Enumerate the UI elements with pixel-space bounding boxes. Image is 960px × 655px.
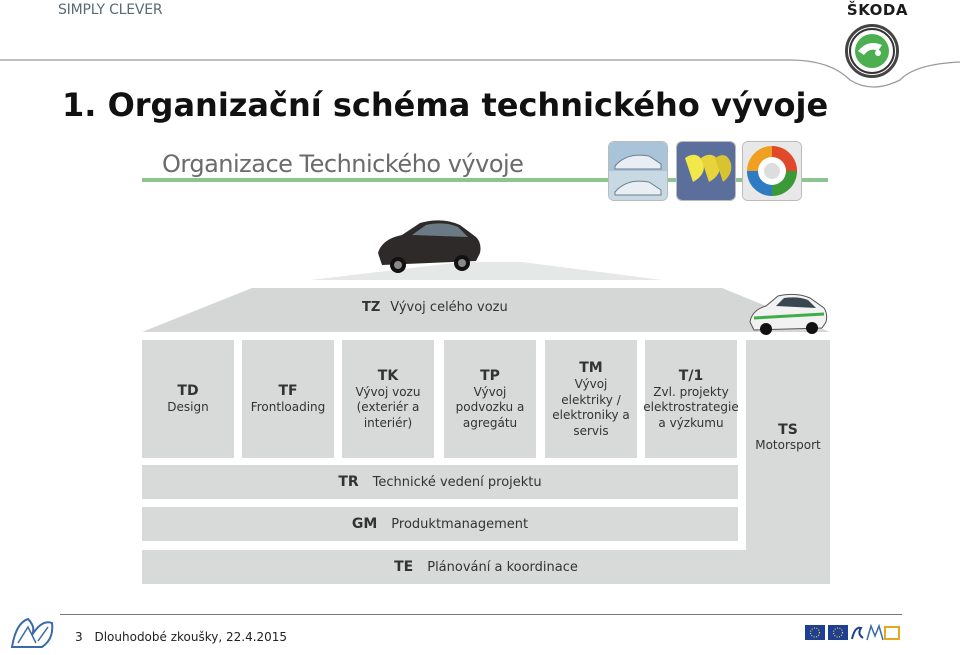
- brand-wordmark: ŠKODA: [846, 1, 908, 19]
- tz-label: [362, 300, 508, 315]
- rally-car-image: [746, 292, 830, 336]
- footer-text: Dlouhodobé zkoušky, 22.4.2015: [94, 630, 288, 644]
- dept-code: TK: [377, 367, 399, 384]
- dept-label: Motorsport: [755, 438, 821, 452]
- dept-code: TF: [278, 383, 298, 400]
- dept-column-ts: [746, 340, 830, 584]
- dept-label: Frontloading: [250, 400, 326, 415]
- footer: [75, 630, 287, 644]
- tz-description: Vývoj celého vozu: [390, 300, 508, 315]
- slide-title: 1. Organizační schéma technického vývoje: [62, 86, 829, 124]
- dept-label: Vývoj podvozku a agregátu: [455, 384, 525, 430]
- engineering-thumbnail: [676, 141, 736, 201]
- diagram-subheading: Organizace Technického vývoje: [162, 150, 524, 178]
- dept-label: Design: [167, 400, 209, 415]
- dept-column-tp: [444, 340, 536, 458]
- dept-column-t1: [645, 340, 737, 458]
- sedan-car-image: [372, 215, 484, 277]
- row-label: Plánování a koordinace: [427, 559, 578, 575]
- row-code: GM: [351, 516, 378, 532]
- dept-code: TS: [778, 422, 798, 438]
- diagram-roof: [142, 252, 830, 332]
- row-label: Technické vedení projektu: [372, 474, 542, 490]
- dept-label: Zvl. projekty elektrostrategie a výzkumu: [643, 384, 739, 430]
- dept-column-tm: [545, 340, 637, 458]
- row-tr: [142, 465, 738, 499]
- row-code: TE: [394, 559, 414, 575]
- dept-code: TP: [480, 367, 500, 384]
- dept-column-tf: [242, 340, 334, 458]
- funding-logos: [805, 622, 901, 644]
- row-code: TR: [338, 474, 359, 490]
- dept-code: TD: [177, 383, 199, 400]
- row-gm: [142, 507, 738, 541]
- dept-label: Vývoj vozu (exteriér a interiér): [355, 384, 421, 430]
- tz-code: TZ: [362, 300, 381, 315]
- page-number: 3: [75, 630, 83, 644]
- row-te: [142, 550, 830, 584]
- car-renders-thumbnail: [608, 141, 668, 201]
- dept-label: Vývoj elektriky / elektroniky a servis: [552, 376, 630, 438]
- intelligent-skoda-badge-thumbnail: [742, 141, 802, 201]
- dept-code: T/1: [678, 367, 704, 384]
- row-label: Produktmanagement: [391, 516, 529, 532]
- skoda-logo: [845, 24, 899, 78]
- footer-divider: [60, 614, 902, 615]
- dept-column-td: [142, 340, 234, 458]
- dept-column-tk: [342, 340, 434, 458]
- tagline: SIMPLY CLEVER: [58, 2, 163, 18]
- dept-code: TM: [579, 359, 603, 376]
- university-logo: [8, 613, 58, 653]
